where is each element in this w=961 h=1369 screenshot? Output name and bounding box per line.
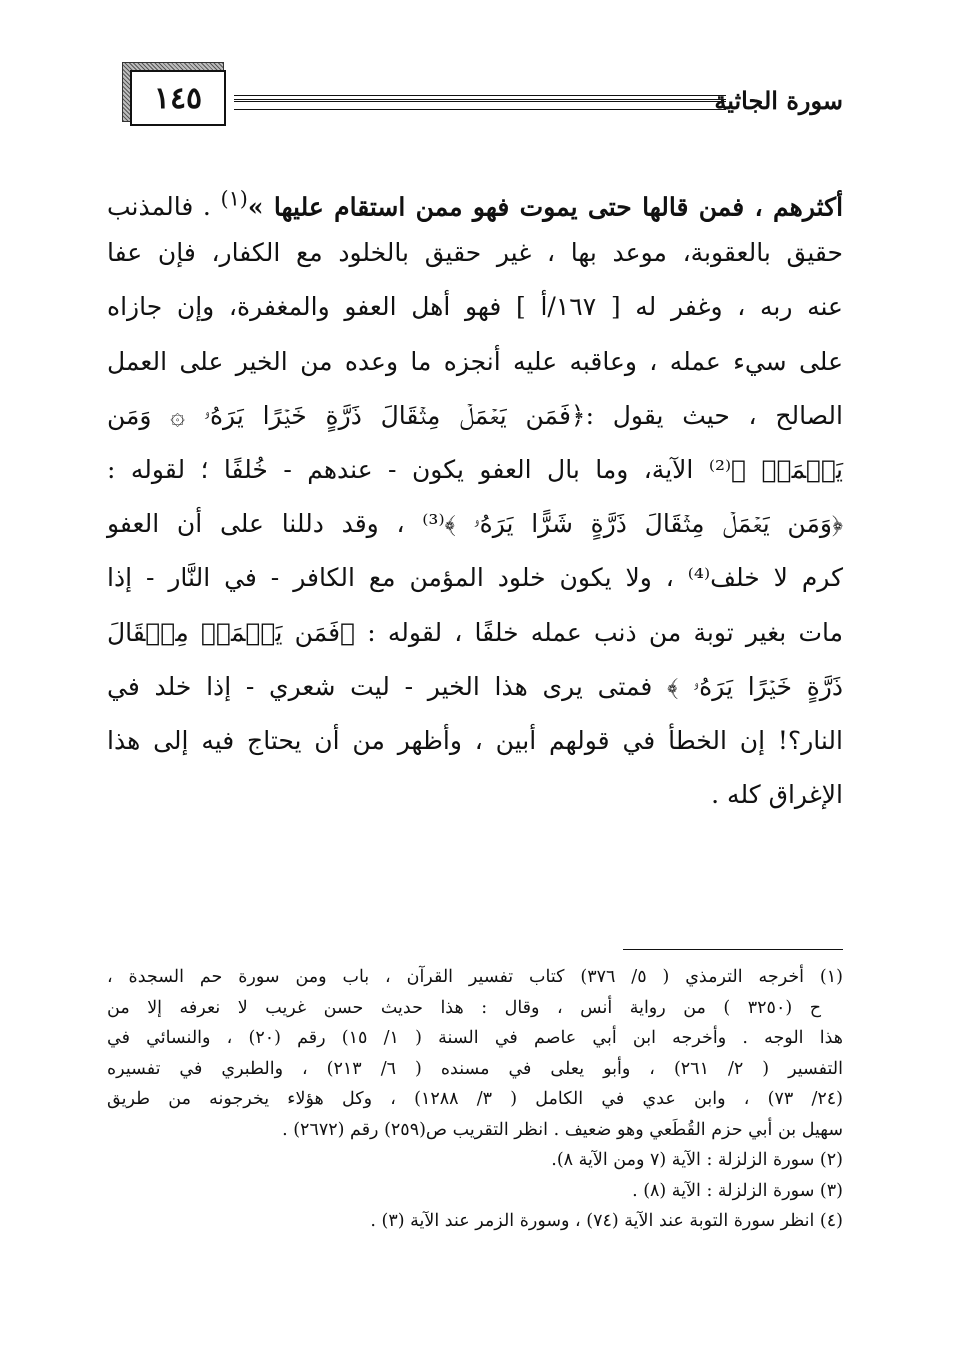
footnote-1-line: ح (٣٢٥٠ ) من رواية أنس ، وقال : هذا حديث حسن غريب لا نعرفه إلا من bbox=[107, 997, 821, 1018]
footnote-3: (٣) سورة الزلزلة : الآية (٨) . bbox=[632, 1180, 843, 1201]
header-rule bbox=[234, 95, 726, 102]
body-line-rest: $^{(١)}$ . فالمذنب bbox=[107, 187, 248, 222]
body-line: مات بغير توبة من ذنب عمله خلفًا ، لقوله : ﴿فَمَن يَعۡمَلۡ مِثۡقَالَ bbox=[107, 617, 843, 647]
body-line: على سيء عمله ، وعاقبه عليه أنجزه ما وعده من الخير على العمل bbox=[107, 346, 843, 376]
body-line: الإغراق كله . bbox=[711, 780, 843, 810]
footnote-1-line: (١) أخرجه الترمذي ( ٥/ ٣٧٦) كتاب تفسير القرآن ، باب ومن سورة حم السجدة ، bbox=[107, 967, 843, 987]
footnote-separator bbox=[623, 949, 843, 950]
footnote-1-line: التفسير ( ٢/ ٢٦١) ، وأبو يعلى في مسنده ( ٦/ ٢١٣) ، والطبري في تفسيره bbox=[107, 1058, 843, 1079]
footnote-1-line: (٢٤/ ٧٣) ، وابن عدي في الكامل ( ٣/ ١٢٨٨) ، وكل هؤلاء يخرجونه من طريق bbox=[107, 1089, 843, 1109]
quoted-hadith-end: أكثرهم ، فمن قالها حتى يموت فهو ممن استقام عليها » bbox=[247, 192, 844, 222]
body-line: كرم لا خلف⁽⁴⁾ ، ولا يكون خلود المؤمن مع الكافر - في النَّار - إذا bbox=[107, 563, 843, 593]
body-line: ذَرَّةٍ خَيۡرًا يَرَهُۥ ﴾ فمتى يرى هذا الخير - ليت شعري - إذا خلد في bbox=[107, 671, 843, 701]
body-line: عنه ربه ، وغفر له [ ١٦٧/أ ] فهو أهل العفو والمغفرة، وإن جازاه bbox=[107, 292, 843, 322]
footnote-4: (٤) انظر سورة التوبة عند الآية (٧٤) ، وسورة الزمر عند الآية (٣) . bbox=[370, 1211, 843, 1231]
body-line: النار؟! إن الخطأ في قولهم أبين ، وأظهر من أن يحتاج فيه إلى هذا bbox=[107, 725, 843, 755]
body-line: حقيق بالعقوبة، موعد بها ، غير حقيق بالخلود مع الكفار، فإن عفا bbox=[107, 238, 843, 268]
body-text bbox=[107, 172, 843, 822]
body-line bbox=[107, 172, 843, 226]
surah-title: سورة الجاثية bbox=[714, 86, 843, 115]
body-line: ﴿وَمَن يَعۡمَلۡ مِثۡقَالَ ذَرَّةٍ شَرًّا يَرَهُۥ ﴾⁽³⁾ ، وقد دللنا على أن العفو bbox=[107, 509, 844, 539]
body-line: الصالح ، حيث يقول :﴿فَمَن يَعۡمَلۡ مِثۡقَالَ ذَرَّةٍ خَيۡرًا يَرَهُۥ ۞ وَمَن bbox=[107, 400, 843, 430]
body-line: يَعۡمَلۡ ﴾⁽²⁾ الآية، وما بال العفو يكون - عندهم - خُلفًا ؛ لقوله : bbox=[107, 454, 844, 484]
page-number: ١٤٥ bbox=[130, 70, 226, 126]
footnote-1-line: سهيل بن أبي حزم القُطَعي وهو ضعيف . انظر التقريب ص(٢٥٩) رقم (٢٦٧٢) . bbox=[282, 1119, 843, 1140]
footnote-1-line: هذا الوجه . وأخرجه ابن أبي عاصم في السنة ( ١/ ١٥) رقم (٢٠) ، والنسائي في bbox=[107, 1028, 843, 1048]
footnote-2: (٢) سورة الزلزلة : الآية (٧ ومن الآية ٨). bbox=[551, 1150, 843, 1170]
footnotes bbox=[107, 962, 843, 1237]
page-number-box bbox=[122, 62, 228, 128]
header-rule-bottom bbox=[234, 109, 726, 110]
